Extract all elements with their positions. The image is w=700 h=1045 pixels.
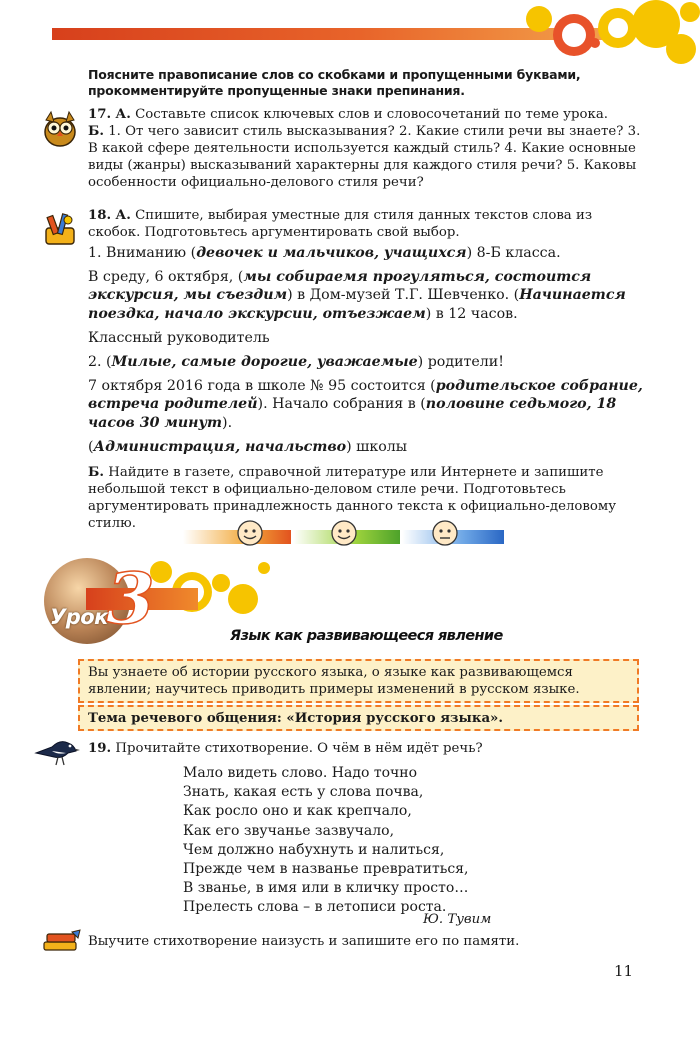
topic-text: Тема речевого общения: «История русского языка». (88, 711, 504, 726)
text-1: 1. Вниманию (девочек и мальчиков, учащихся) 8-Б класса. (88, 245, 561, 261)
books-icon (42, 928, 82, 954)
poem-author: Ю. Тувим (423, 912, 492, 927)
lesson-number: 3 (106, 557, 155, 640)
lesson-word: Урок (50, 605, 108, 629)
task-17: 17. А. Составьте список ключевых слов и словосочетаний по теме урока. Б. 1. От чего зависит стиль высказывания? 2. Какие стили речи вы знаете? 3. В какой сфере деятельности используется каждый стиль? 4. Какие основные виды (жанры) высказываний характерны для каждого стиля речи? 5. Каковы особенности официально-делового стиля речи? (88, 107, 641, 190)
text-4: 2. (Милые, самые дорогие, уважаемые) родители! (88, 354, 504, 370)
magpie-icon (34, 733, 80, 767)
memorize-instruction: Выучите стихотворение наизусть и запишите его по памяти. (88, 934, 520, 949)
text-2: В среду, 6 октября, (мы собираемя прогуляться, состоится экскурсия, мы съездим) в Дом-музей Т.Г. Шевченко. (Начинается поездка, начало экскурсии, отъезжаем) в 12 часов. (88, 269, 626, 322)
task-18-part-b: Б. Найдите в газете, справочной литературе или Интернете и запишите небольшой текст в официально-деловом стиле речи. Подготовьтесь аргументировать принадлежность данного текста к официально-деловому стилю. (88, 465, 617, 531)
poem-line: Мало видеть слово. Надо точно (183, 765, 418, 781)
intro-paragraph: Поясните правописание слов со скобками и пропущенными буквами, прокомментируйте пропущенные знаки препинания. (88, 67, 581, 98)
page-number: 11 (614, 962, 634, 980)
neutral-face-icon (431, 519, 459, 547)
text-5: 7 октября 2016 года в школе № 95 состоится (родительское собрание, встреча родителей). Начало собрания в (половине седьмого, 18 часов 30 минут). (88, 378, 643, 431)
text-6: (Администрация, начальство) школы (88, 439, 408, 455)
poem-line: Как его звучанье зазвучало, (183, 822, 395, 839)
poem-line: Прелесть слова – в летописи роста. (183, 899, 447, 916)
paint-tools-icon (40, 208, 80, 248)
smiley-face-icon (330, 519, 358, 547)
lesson-goals-box (78, 659, 639, 703)
goals-text: Вы узнаете об истории русского языка, о языке как развивающемся явлении; научитесь приводить примеры изменений в русском языке. (88, 665, 580, 697)
task-18-instruction: 18. А. Спишите, выбирая уместные для стиля данных текстов слова из скобок. Подготовьтесь аргументировать свой выбор. (88, 208, 593, 240)
poem-line: В званье, в имя или в кличку просто… (183, 880, 469, 897)
poem (183, 764, 468, 918)
poem-line: Прежде чем в названье превратиться, (183, 861, 469, 878)
poem-line: Чем должно набухнуть и налиться, (183, 841, 445, 858)
header-band (52, 28, 612, 40)
text-3: Классный руководитель (88, 330, 270, 346)
owl-icon (40, 108, 80, 148)
poem-line: Как росло оно и как крепчало, (183, 803, 412, 820)
poem-line: Знать, какая есть у слова почва, (183, 784, 424, 801)
smiley-face-icon (236, 519, 264, 547)
task-19: 19. Прочитайте стихотворение. О чём в нём идёт речь? (88, 741, 483, 756)
lesson-title: Язык как развивающееся явление (230, 628, 503, 644)
topic-box (78, 705, 639, 731)
